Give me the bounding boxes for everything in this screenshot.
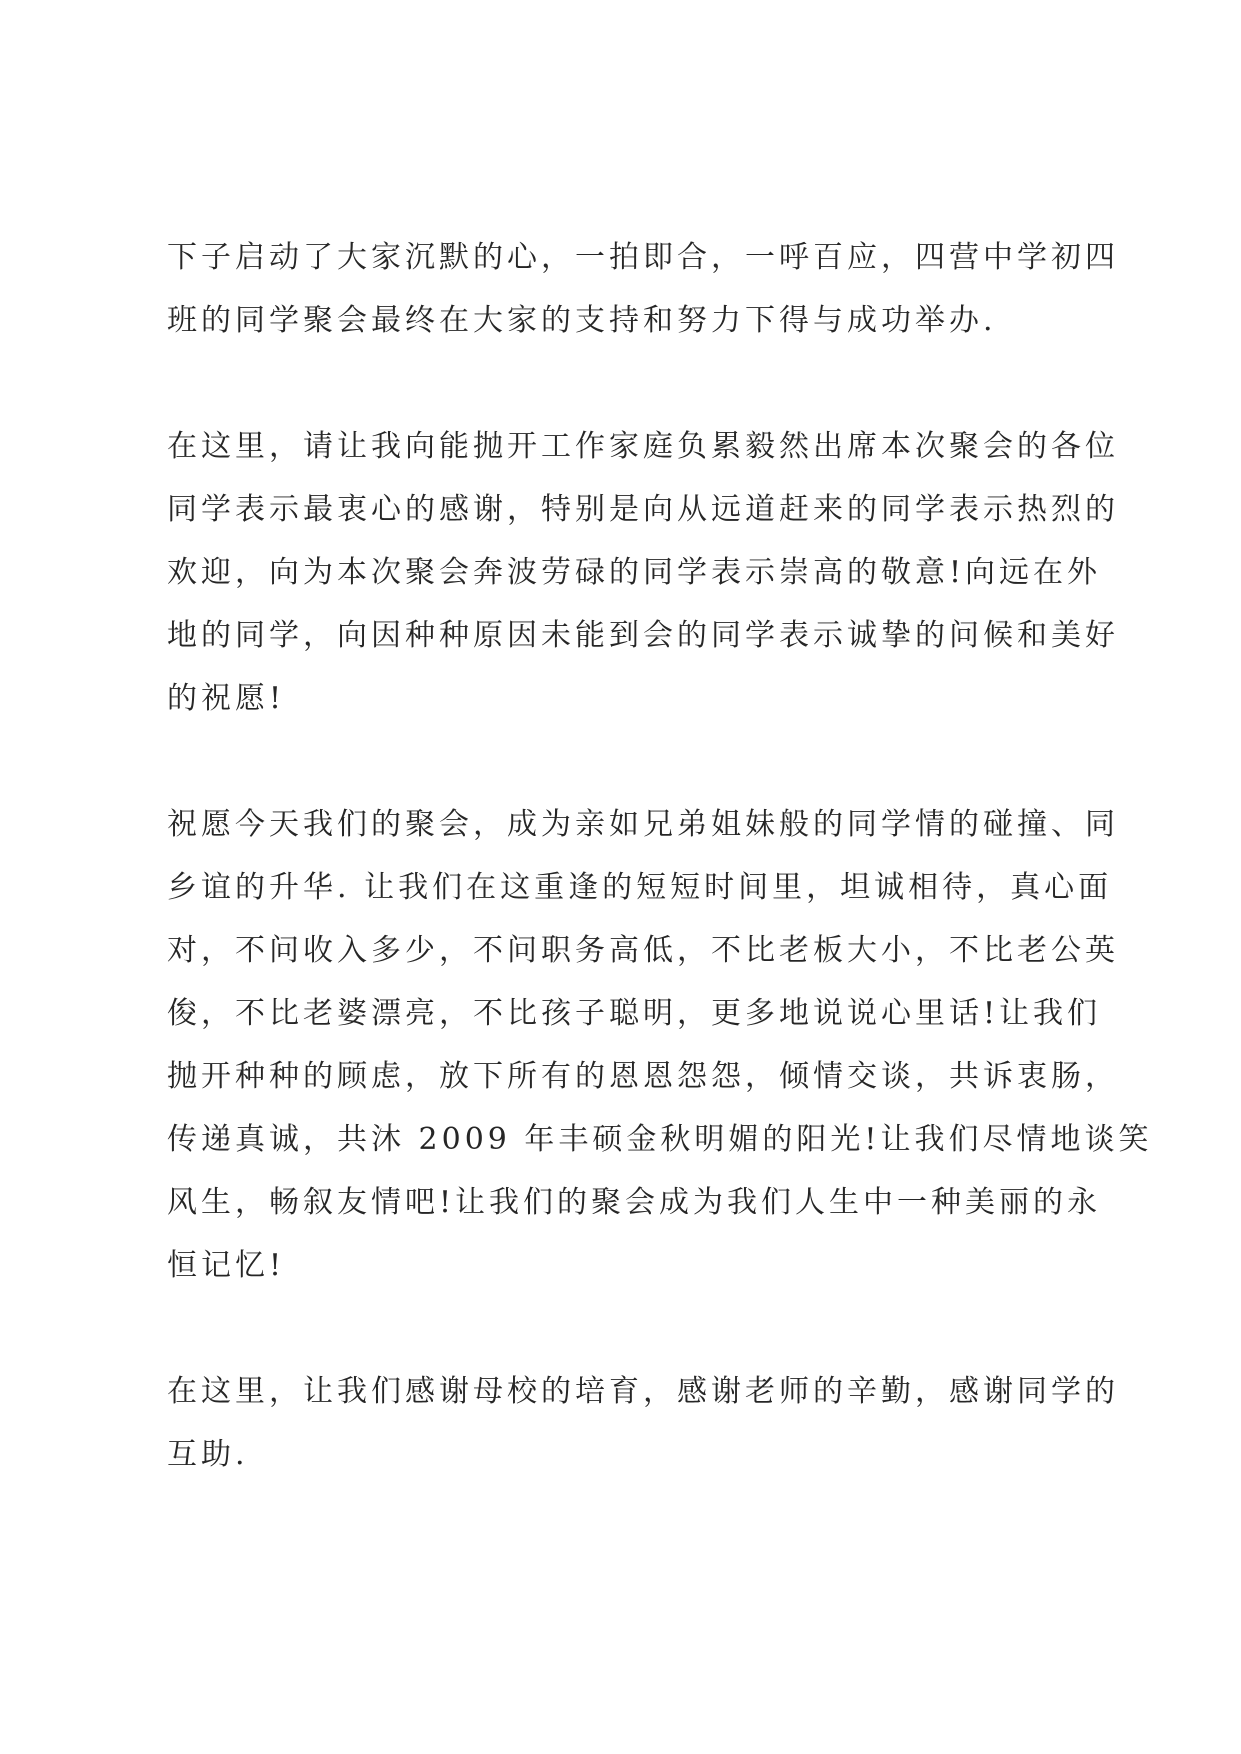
paragraph-4 (167, 1360, 1119, 1486)
paragraph-1 (167, 226, 1119, 352)
text-line: 在这里，请让我向能抛开工作家庭负累毅然出席本次聚会的各位 (167, 429, 1119, 464)
text-line: 欢迎，向为本次聚会奔波劳碌的同学表示崇高的敬意!向远在外 (167, 555, 1102, 590)
text-line: 的祝愿! (167, 681, 286, 716)
text-line: 同学表示最衷心的感谢，特别是向从远道赶来的同学表示热烈的 (167, 492, 1119, 527)
paragraph-3 (167, 793, 1153, 1297)
paragraph-gap (167, 730, 1097, 793)
text-line: 抛开种种的顾虑，放下所有的恩恩怨怨，倾情交谈，共诉衷肠， (167, 1059, 1119, 1094)
text-line: 互助. (167, 1437, 249, 1472)
text-line: 乡谊的升华. 让我们在这重逢的短短时间里，坦诚相待，真心面 (167, 870, 1113, 905)
text-line: 下子启动了大家沉默的心，一拍即合，一呼百应，四营中学初四 (167, 240, 1119, 275)
text-line: 风生，畅叙友情吧!让我们的聚会成为我们人生中一种美丽的永 (167, 1185, 1102, 1220)
text-line: 在这里，让我们感谢母校的培育，感谢老师的辛勤，感谢同学的 (167, 1374, 1119, 1409)
text-line: 班的同学聚会最终在大家的支持和努力下得与成功举办. (167, 303, 997, 338)
text-line: 俊，不比老婆漂亮，不比孩子聪明，更多地说说心里话!让我们 (167, 996, 1102, 1031)
text-line: 地的同学，向因种种原因未能到会的同学表示诚挚的问候和美好 (167, 618, 1119, 653)
text-line: 对，不问收入多少，不问职务高低，不比老板大小，不比老公英 (167, 933, 1119, 968)
text-line: 传递真诚，共沐 2009 年丰硕金秋明媚的阳光!让我们尽情地谈笑 (167, 1122, 1153, 1157)
document-body (167, 226, 1153, 1486)
paragraph-gap (167, 352, 1097, 415)
text-line: 恒记忆! (167, 1248, 286, 1283)
paragraph-gap (167, 1297, 1097, 1360)
paragraph-2 (167, 415, 1119, 730)
text-line: 祝愿今天我们的聚会，成为亲如兄弟姐妹般的同学情的碰撞、同 (167, 807, 1119, 842)
